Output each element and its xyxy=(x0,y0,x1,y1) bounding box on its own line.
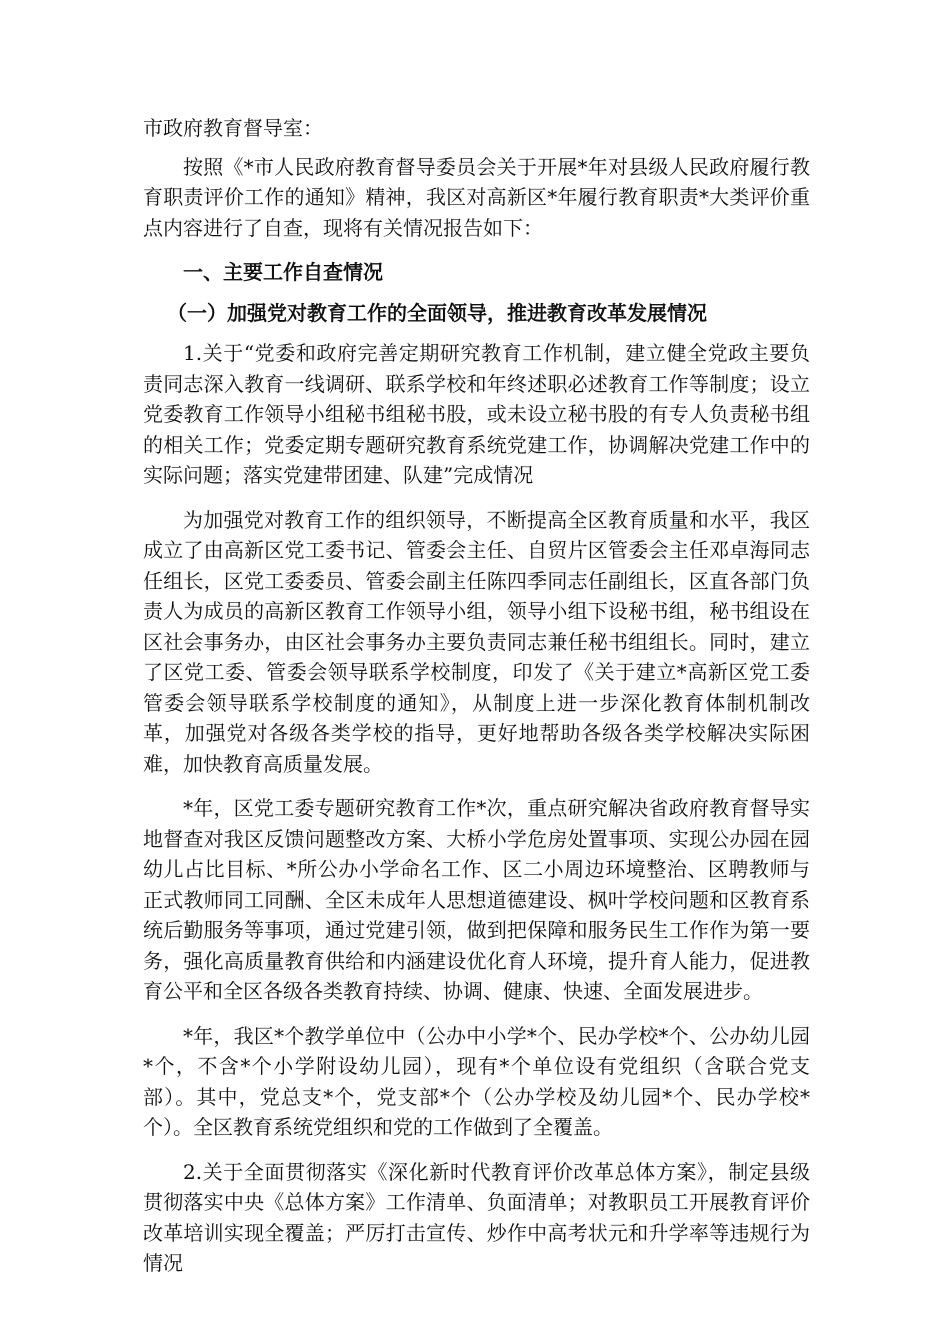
intro-paragraph: 按照《*市人民政府教育督导委员会关于开展*年对县级人民政府履行教育职责评价工作的通知》精神，我区对高新区*年履行教育职责*大类评价重点内容进行了自查，现将有关情况报告如下： xyxy=(143,154,810,240)
body-paragraph-1: 为加强党对教育工作的组织领导，不断提高全区教育质量和水平，我区成立了由高新区党工委书记、管委会主任、自贸片区管委会主任邓卓海同志任组长，区党工委委员、管委会副主任陈四季同志任副组长，区直各部门负责人为成员的高新区教育工作领导小组，领导小组下设秘书组，秘书组设在区社会事务办，由区社会事务办主要负责同志兼任秘书组组长。同时，建立了区党工委、管委会领导联系学校制度，印发了《关于建立*高新区党工委管委会领导联系学校制度的通知》，从制度上进一步深化教育体制机制改革，加强党对各级各类学校的指导，更好地帮助各级各类学校解决实际困难，加快教育高质量发展。 xyxy=(143,507,810,776)
subsection-heading: （一）加强党对教育工作的全面领导，推进教育改革发展情况 xyxy=(167,300,707,325)
document-body xyxy=(143,113,810,1293)
item-2-title: 2.关于全面贯彻落实《深化新时代教育评价改革总体方案》，制定县级贯彻落实中央《总体方案》工作清单、负面清单；对教职员工开展教育评价改革培训实现全覆盖；严厉打击宣传、炒作中高考状元和升学率等违规行为情况 xyxy=(143,1159,810,1275)
salutation: 市政府教育督导室： xyxy=(143,116,323,140)
item-1-title: 1.关于“党委和政府完善定期研究教育工作机制，建立健全党政主要负责同志深入教育一线调研、联系学校和年终述职必述教育工作等制度；设立党委教育工作领导小组秘书组秘书股，或未设立秘书股的有专人负责秘书组的相关工作；党委定期专题研究教育系统党建工作，协调解决党建工作中的实际问题；落实党建带团建、队建”完成情况 xyxy=(143,341,810,487)
body-paragraph-3: *年，我区*个教学单位中（公办中小学*个、民办学校*个、公办幼儿园*个，不含*个小学附设幼儿园），现有*个单位设有党组织（含联合党支部）。其中，党总支*个，党支部*个（公办学校及幼儿园*个、民办学校*个）。全区教育系统党组织和党的工作做到了全覆盖。 xyxy=(143,1023,810,1139)
body-paragraph-2: *年，区党工委专题研究教育工作*次，重点研究解决省政府教育督导实地督查对我区反馈问题整改方案、大桥小学危房处置事项、实现公办园在园幼儿占比目标、*所公办小学命名工作、区二小周边环境整治、区聘教师与正式教师同工同酬、全区未成年人思想道德建设、枫叶学校问题和区教育系统后勤服务等事项，通过党建引领，做到把保障和服务民生工作作为第一要务，强化高质量教育供给和内涵建设优化育人环境，提升育人能力，促进教育公平和全区各级各类教育持续、协调、健康、快速、全面发展进步。 xyxy=(143,796,810,1003)
section-heading: 一、主要工作自查情况 xyxy=(183,260,383,284)
